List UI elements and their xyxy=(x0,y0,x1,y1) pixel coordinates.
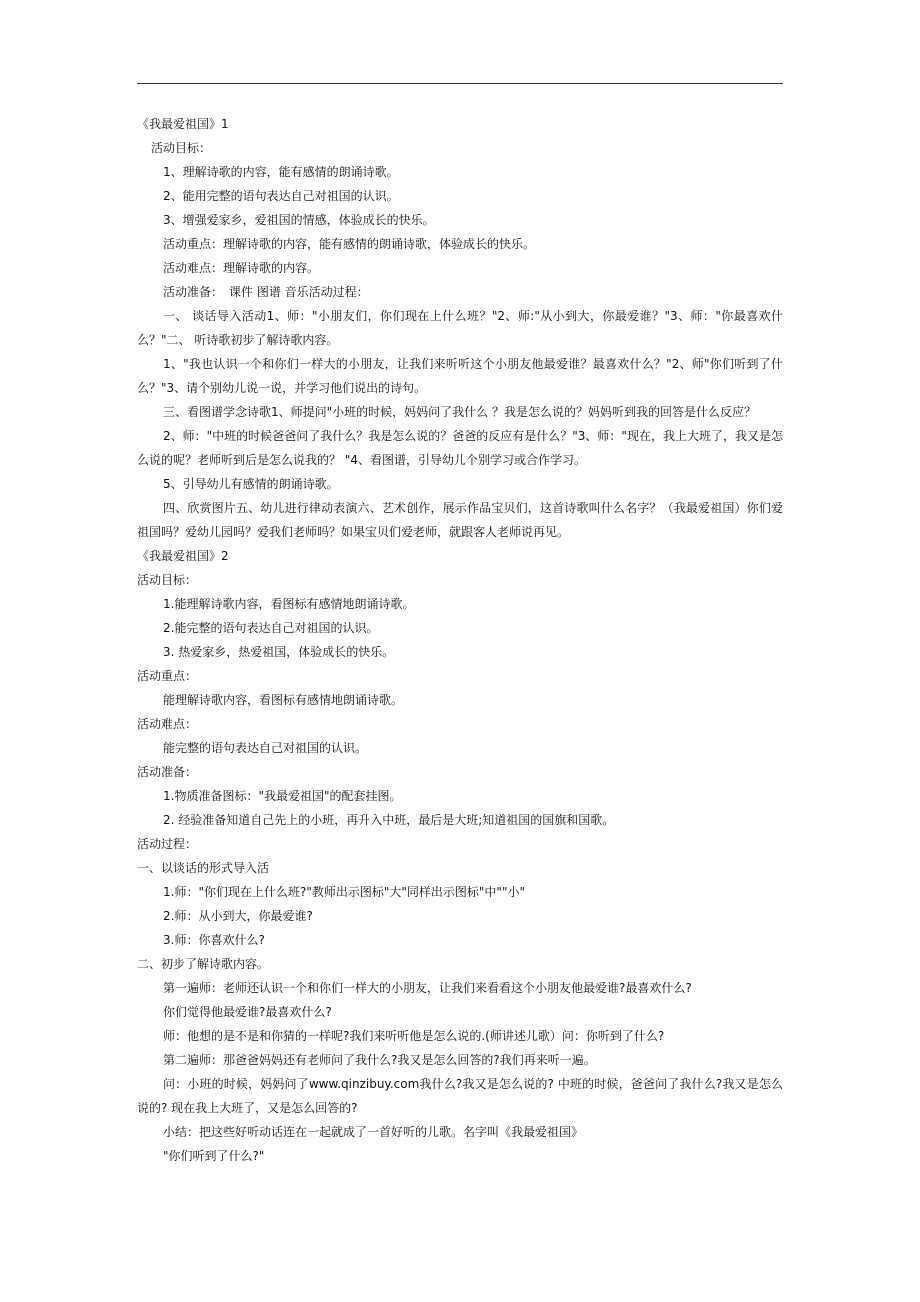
section1-prep: 活动准备： 课件 图谱 音乐活动过程： xyxy=(163,285,369,299)
section1-paragraph-3: 三、看图谱学念诗歌1、师提问"小班的时候，妈妈问了我什么 ？我是怎么说的？妈妈听到我的回答是什么反应？ xyxy=(163,405,756,419)
document-body xyxy=(137,112,783,1168)
section2-part1-item-1: 1.师："你们现在上什么班?"教师出示图标"大"同样出示图标"中""小" xyxy=(163,885,525,899)
section2-difficulty: 能完整的语句表达自己对祖国的认识。 xyxy=(163,741,368,755)
section1-goal-2: 2、能用完整的语句表达自己对祖国的认识。 xyxy=(163,189,399,203)
section2-goal-1: 1.能理解诗歌内容，看图标有感情地朗诵诗歌。 xyxy=(163,597,415,611)
section1-paragraph-5: 5、引导幼儿有感情的朗诵诗歌。 xyxy=(163,477,339,491)
section2-title: 《我最爱祖国》2 xyxy=(137,549,229,563)
section2-prep-label: 活动准备： xyxy=(137,765,198,779)
section1-goal-1: 1、理解诗歌的内容，能有感情的朗诵诗歌。 xyxy=(163,165,399,179)
section2-part1-title: 一、以谈话的形式导入活 xyxy=(137,861,270,875)
section1-difficulty: 活动难点：理解诗歌的内容。 xyxy=(163,261,320,275)
section1-paragraph-2: 1、"我也认识一个和你们一样大的小朋友，让我们来听听这个小朋友他最爱谁？最喜欢什么？"2、师"你们听到了什么？"3、请个别幼儿说一说，并学习他们说出的诗句。 xyxy=(137,357,783,395)
section2-part2-line-1: 第一遍师：老师还认识一个和你们一样大的小朋友，让我们来看看这个小朋友他最爱谁?最喜欢什么? xyxy=(163,981,692,995)
section1-goal-3: 3、增强爱家乡，爱祖国的情感，体验成长的快乐。 xyxy=(163,213,435,227)
section2-prep-1: 1.物质准备图标："我最爱祖国"的配套挂图。 xyxy=(163,789,402,803)
section2-goals-label: 活动目标： xyxy=(137,573,198,587)
section2-part1-item-2: 2.师：从小到大，你最爱谁? xyxy=(163,909,313,923)
section2-part1-item-3: 3.师：你喜欢什么? xyxy=(163,933,265,947)
section2-focus-label: 活动重点： xyxy=(137,669,198,683)
section2-goal-3: 3. 热爱家乡，热爱祖国，体验成长的快乐。 xyxy=(163,645,395,659)
header-rule xyxy=(137,83,783,84)
section1-paragraph-6: 四、欣赏图片五、幼儿进行律动表演六、艺术创作，展示作品宝贝们，这首诗歌叫什么名字？（我最爱祖国）你们爱祖国吗？爱幼儿园吗？爱我们老师吗？如果宝贝们爱老师，就跟客人老师说再见。 xyxy=(137,501,783,539)
section2-part2-line-4: 第二遍师：那爸爸妈妈还有老师问了我什么?我又是怎么回答的?我们再来听一遍。 xyxy=(163,1053,596,1067)
section2-summary: 小结：把这些好听动话连在一起就成了一首好听的儿歌。名字叫《我最爱祖国》 xyxy=(163,1125,584,1139)
section2-part2-line-3: 师：他想的是不是和你猜的一样呢?我们来听听他是怎么说的.(师讲述儿歌）问：你听到了什么? xyxy=(163,1029,665,1043)
section1-goals-label: 活动目标： xyxy=(151,141,212,155)
section2-last-line: "你们听到了什么?" xyxy=(163,1149,265,1163)
section2-prep-2: 2. 经验准备知道自己先上的小班，再升入中班，最后是大班;知道祖国的国旗和国歌。 xyxy=(163,813,615,827)
section2-process-label: 活动过程： xyxy=(137,837,198,851)
section2-goal-2: 2.能完整的语句表达自己对祖国的认识。 xyxy=(163,621,379,635)
section2-question-paragraph: 问：小班的时候，妈妈问了www.qinzibuy.com我什么?我又是怎么说的? 中班的时候，爸爸问了我什么?我又是怎么说的? 现在我上大班了，又是怎么回答的? xyxy=(137,1077,783,1115)
section1-title: 《我最爱祖国》1 xyxy=(137,117,229,131)
section2-part2-title: 二、初步了解诗歌内容。 xyxy=(137,957,270,971)
section2-part2-line-2: 你们觉得他最爱谁?最喜欢什么? xyxy=(163,1005,332,1019)
section1-focus: 活动重点：理解诗歌的内容，能有感情的朗诵诗歌，体验成长的快乐。 xyxy=(163,237,536,251)
section2-difficulty-label: 活动难点： xyxy=(137,717,198,731)
section1-paragraph-1: 一、 谈话导入活动1、师："小朋友们，你们现在上什么班？"2、师:"从小到大，你最爱谁？"3、师："你最喜欢什么？"二、 听诗歌初步了解诗歌内容。 xyxy=(137,309,783,347)
section1-paragraph-4: 2、师："中班的时候爸爸问了我什么？我是怎么说的？爸爸的反应有是什么？"3、师："现在，我上大班了，我又是怎么说的呢？老师听到后是怎么说我的？ "4、看图谱，引导幼儿个别学习或合作学习。 xyxy=(137,429,783,467)
section2-focus: 能理解诗歌内容，看图标有感情地朗诵诗歌。 xyxy=(163,693,404,707)
